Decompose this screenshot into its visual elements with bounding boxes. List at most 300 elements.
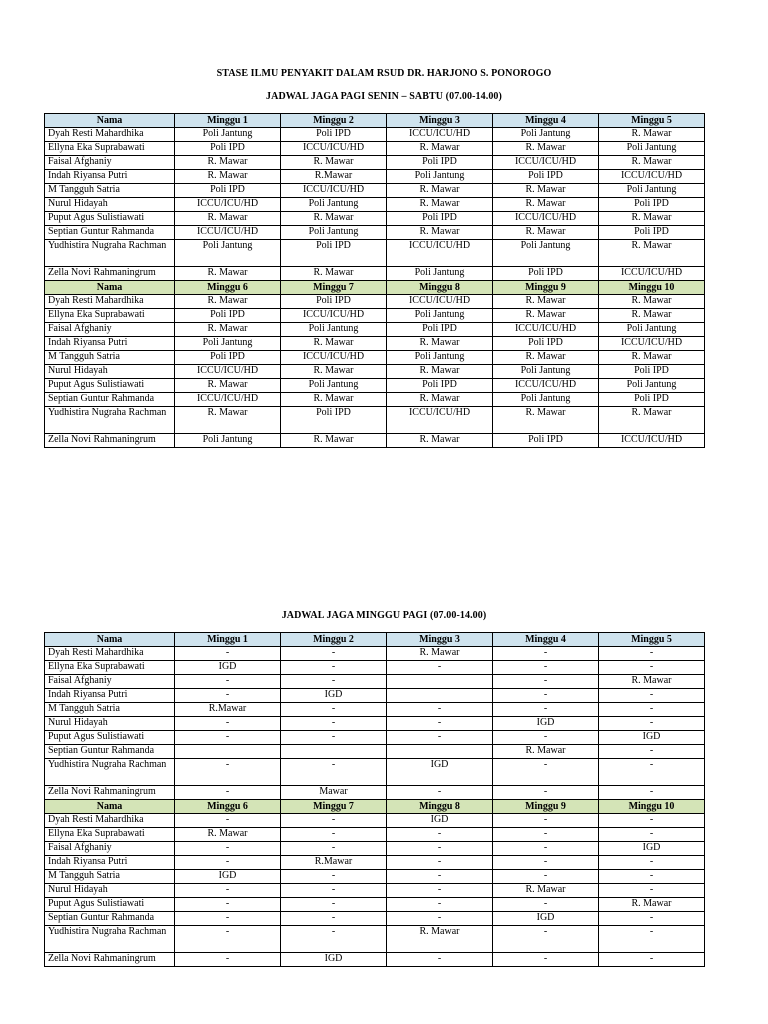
weekday-schedule-table xyxy=(44,113,705,448)
assignment-cell: - xyxy=(599,745,705,759)
assignment-cell: Poli IPD xyxy=(493,337,599,351)
student-name-cell: Indah Riyansa Putri xyxy=(45,856,175,870)
table-header-row xyxy=(45,800,705,814)
student-name-cell: M Tangguh Satria xyxy=(45,184,175,198)
assignment-cell: Poli Jantung xyxy=(599,379,705,393)
student-name-cell: Puput Agus Sulistiawati xyxy=(45,731,175,745)
assignment-cell: - xyxy=(281,717,387,731)
student-name-cell: Nurul Hidayah xyxy=(45,884,175,898)
assignment-cell: R. Mawar xyxy=(175,170,281,184)
sunday-schedule-title: JADWAL JAGA MINGGU PAGI (07.00-14.00) xyxy=(281,610,487,621)
assignment-cell: - xyxy=(281,870,387,884)
assignment-cell: R. Mawar xyxy=(493,884,599,898)
assignment-cell: R. Mawar xyxy=(599,156,705,170)
student-name-cell: Puput Agus Sulistiawati xyxy=(45,898,175,912)
assignment-cell: Poli IPD xyxy=(599,393,705,407)
student-name-cell: Indah Riyansa Putri xyxy=(45,689,175,703)
header-cell-minggu-8: Minggu 8 xyxy=(387,281,493,295)
header-cell-minggu-10: Minggu 10 xyxy=(599,800,705,814)
table-row xyxy=(45,703,705,717)
assignment-cell: Poli Jantung xyxy=(281,226,387,240)
header-cell-minggu-2: Minggu 2 xyxy=(281,633,387,647)
assignment-cell: - xyxy=(493,731,599,745)
assignment-cell: Poli IPD xyxy=(599,226,705,240)
assignment-cell: R. Mawar xyxy=(599,212,705,226)
assignment-cell: ICCU/ICU/HD xyxy=(599,337,705,351)
student-name-cell: Puput Agus Sulistiawati xyxy=(45,212,175,226)
assignment-cell: - xyxy=(493,856,599,870)
header-cell-nama: Nama xyxy=(45,281,175,295)
assignment-cell: R. Mawar xyxy=(281,156,387,170)
assignment-cell: ICCU/ICU/HD xyxy=(175,198,281,212)
assignment-cell: ICCU/ICU/HD xyxy=(387,407,493,434)
table-row xyxy=(45,337,705,351)
assignment-cell: R. Mawar xyxy=(387,142,493,156)
assignment-cell: R. Mawar xyxy=(175,212,281,226)
assignment-cell: Poli IPD xyxy=(387,212,493,226)
assignment-cell: ICCU/ICU/HD xyxy=(387,128,493,142)
table-row xyxy=(45,912,705,926)
student-name-cell: Dyah Resti Mahardhika xyxy=(45,647,175,661)
assignment-cell: R. Mawar xyxy=(599,351,705,365)
student-name-cell: Ellyna Eka Suprabawati xyxy=(45,309,175,323)
student-name-cell: Yudhistira Nugraha Rachman xyxy=(45,240,175,267)
student-name-cell: Yudhistira Nugraha Rachman xyxy=(45,407,175,434)
table-row xyxy=(45,717,705,731)
assignment-cell: - xyxy=(599,661,705,675)
assignment-cell: - xyxy=(493,926,599,953)
assignment-cell: Poli IPD xyxy=(599,365,705,379)
assignment-cell: IGD xyxy=(281,689,387,703)
assignment-cell: Poli Jantung xyxy=(175,240,281,267)
assignment-cell: Poli Jantung xyxy=(281,323,387,337)
assignment-cell xyxy=(387,675,493,689)
assignment-cell: - xyxy=(387,856,493,870)
table-row xyxy=(45,198,705,212)
assignment-cell: R. Mawar xyxy=(387,226,493,240)
assignment-cell: - xyxy=(281,759,387,786)
assignment-cell: - xyxy=(599,856,705,870)
assignment-cell: - xyxy=(175,842,281,856)
assignment-cell: - xyxy=(599,884,705,898)
table-row xyxy=(45,786,705,800)
assignment-cell: R. Mawar xyxy=(493,295,599,309)
table-row xyxy=(45,828,705,842)
assignment-cell: - xyxy=(493,842,599,856)
table-row xyxy=(45,142,705,156)
student-name-cell: Zella Novi Rahmaningrum xyxy=(45,953,175,967)
header-cell-minggu-1: Minggu 1 xyxy=(175,114,281,128)
assignment-cell: Poli Jantung xyxy=(387,170,493,184)
assignment-cell: - xyxy=(281,647,387,661)
student-name-cell: Faisal Afghaniy xyxy=(45,156,175,170)
assignment-cell: R.Mawar xyxy=(281,170,387,184)
student-name-cell: Dyah Resti Mahardhika xyxy=(45,128,175,142)
table-row xyxy=(45,856,705,870)
assignment-cell: ICCU/ICU/HD xyxy=(599,267,705,281)
assignment-cell: - xyxy=(387,828,493,842)
header-cell-minggu-6: Minggu 6 xyxy=(175,281,281,295)
assignment-cell: - xyxy=(387,717,493,731)
header-cell-minggu-10: Minggu 10 xyxy=(599,281,705,295)
assignment-cell: - xyxy=(175,912,281,926)
assignment-cell: R. Mawar xyxy=(175,407,281,434)
assignment-cell: R. Mawar xyxy=(493,184,599,198)
assignment-cell: - xyxy=(175,675,281,689)
assignment-cell: - xyxy=(599,786,705,800)
assignment-cell: - xyxy=(281,884,387,898)
student-name-cell: Faisal Afghaniy xyxy=(45,323,175,337)
table-row xyxy=(45,407,705,434)
assignment-cell xyxy=(387,689,493,703)
assignment-cell: Poli Jantung xyxy=(387,351,493,365)
assignment-cell: Poli Jantung xyxy=(493,365,599,379)
header-cell-minggu-7: Minggu 7 xyxy=(281,800,387,814)
assignment-cell: ICCU/ICU/HD xyxy=(281,184,387,198)
assignment-cell: ICCU/ICU/HD xyxy=(493,212,599,226)
assignment-cell: Poli IPD xyxy=(175,184,281,198)
assignment-cell: Poli Jantung xyxy=(493,393,599,407)
assignment-cell: - xyxy=(281,703,387,717)
table-row xyxy=(45,309,705,323)
header-cell-minggu-3: Minggu 3 xyxy=(387,633,493,647)
assignment-cell: - xyxy=(599,870,705,884)
assignment-cell: - xyxy=(387,731,493,745)
table-row xyxy=(45,689,705,703)
header-cell-minggu-5: Minggu 5 xyxy=(599,114,705,128)
student-name-cell: Zella Novi Rahmaningrum xyxy=(45,786,175,800)
assignment-cell: ICCU/ICU/HD xyxy=(281,351,387,365)
header-cell-nama: Nama xyxy=(45,800,175,814)
assignment-cell: - xyxy=(599,953,705,967)
assignment-cell: - xyxy=(599,759,705,786)
assignment-cell: ICCU/ICU/HD xyxy=(599,170,705,184)
assignment-cell: R. Mawar xyxy=(599,898,705,912)
table-row xyxy=(45,170,705,184)
assignment-cell: Poli IPD xyxy=(281,240,387,267)
assignment-cell: Poli IPD xyxy=(281,407,387,434)
assignment-cell: - xyxy=(599,647,705,661)
header-cell-minggu-7: Minggu 7 xyxy=(281,281,387,295)
assignment-cell: - xyxy=(493,689,599,703)
assignment-cell: R. Mawar xyxy=(599,240,705,267)
header-cell-minggu-8: Minggu 8 xyxy=(387,800,493,814)
assignment-cell: R. Mawar xyxy=(493,351,599,365)
assignment-cell: - xyxy=(175,786,281,800)
assignment-cell: R. Mawar xyxy=(599,309,705,323)
student-name-cell: Septian Guntur Rahmanda xyxy=(45,226,175,240)
assignment-cell: - xyxy=(175,856,281,870)
student-name-cell: Nurul Hidayah xyxy=(45,365,175,379)
assignment-cell: Poli Jantung xyxy=(493,128,599,142)
student-name-cell: Ellyna Eka Suprabawati xyxy=(45,142,175,156)
student-name-cell: Dyah Resti Mahardhika xyxy=(45,814,175,828)
assignment-cell: R. Mawar xyxy=(387,184,493,198)
assignment-cell: ICCU/ICU/HD xyxy=(493,323,599,337)
header-cell-nama: Nama xyxy=(45,633,175,647)
assignment-cell: - xyxy=(599,828,705,842)
assignment-cell: R. Mawar xyxy=(387,926,493,953)
header-cell-minggu-9: Minggu 9 xyxy=(493,800,599,814)
assignment-cell: R. Mawar xyxy=(387,365,493,379)
table-header-row xyxy=(45,114,705,128)
header-cell-minggu-3: Minggu 3 xyxy=(387,114,493,128)
table-row xyxy=(45,240,705,267)
assignment-cell: R. Mawar xyxy=(599,295,705,309)
assignment-cell: IGD xyxy=(175,661,281,675)
assignment-cell: R. Mawar xyxy=(281,365,387,379)
assignment-cell: ICCU/ICU/HD xyxy=(175,226,281,240)
table-row xyxy=(45,814,705,828)
assignment-cell: ICCU/ICU/HD xyxy=(493,379,599,393)
student-name-cell: Puput Agus Sulistiawati xyxy=(45,379,175,393)
assignment-cell: - xyxy=(387,884,493,898)
table-row xyxy=(45,745,705,759)
assignment-cell: - xyxy=(493,898,599,912)
assignment-cell: - xyxy=(599,814,705,828)
student-name-cell: Nurul Hidayah xyxy=(45,717,175,731)
assignment-cell: R. Mawar xyxy=(281,267,387,281)
assignment-cell: R. Mawar xyxy=(387,434,493,448)
assignment-cell: R. Mawar xyxy=(175,379,281,393)
assignment-cell: - xyxy=(281,828,387,842)
assignment-cell: IGD xyxy=(387,814,493,828)
assignment-cell: - xyxy=(387,912,493,926)
assignment-cell: - xyxy=(281,912,387,926)
assignment-cell: ICCU/ICU/HD xyxy=(387,240,493,267)
table-row xyxy=(45,675,705,689)
assignment-cell: R.Mawar xyxy=(175,703,281,717)
assignment-cell: - xyxy=(493,814,599,828)
assignment-cell: - xyxy=(175,884,281,898)
assignment-cell: - xyxy=(175,926,281,953)
assignment-cell: R. Mawar xyxy=(493,407,599,434)
table-header-row xyxy=(45,633,705,647)
assignment-cell: - xyxy=(387,842,493,856)
student-name-cell: Nurul Hidayah xyxy=(45,198,175,212)
assignment-cell: IGD xyxy=(387,759,493,786)
assignment-cell: - xyxy=(175,689,281,703)
assignment-cell: IGD xyxy=(599,842,705,856)
student-name-cell: Faisal Afghaniy xyxy=(45,842,175,856)
assignment-cell: Poli Jantung xyxy=(387,267,493,281)
assignment-cell: Poli Jantung xyxy=(599,142,705,156)
assignment-cell: - xyxy=(387,898,493,912)
header-cell-minggu-1: Minggu 1 xyxy=(175,633,281,647)
table-row xyxy=(45,267,705,281)
assignment-cell: R. Mawar xyxy=(175,323,281,337)
assignment-cell: - xyxy=(599,689,705,703)
header-cell-minggu-6: Minggu 6 xyxy=(175,800,281,814)
assignment-cell: Poli IPD xyxy=(175,351,281,365)
assignment-cell: - xyxy=(281,731,387,745)
student-name-cell: Indah Riyansa Putri xyxy=(45,170,175,184)
table-row xyxy=(45,184,705,198)
student-name-cell: Zella Novi Rahmaningrum xyxy=(45,434,175,448)
assignment-cell: R. Mawar xyxy=(599,407,705,434)
assignment-cell: - xyxy=(493,661,599,675)
header-cell-minggu-2: Minggu 2 xyxy=(281,114,387,128)
assignment-cell: - xyxy=(175,898,281,912)
assignment-cell: - xyxy=(175,647,281,661)
assignment-cell: Poli Jantung xyxy=(175,337,281,351)
assignment-cell: - xyxy=(599,717,705,731)
assignment-cell: - xyxy=(175,814,281,828)
student-name-cell: Ellyna Eka Suprabawati xyxy=(45,661,175,675)
assignment-cell: Poli IPD xyxy=(387,379,493,393)
assignment-cell: Poli Jantung xyxy=(175,434,281,448)
assignment-cell: - xyxy=(281,675,387,689)
assignment-cell: Poli IPD xyxy=(387,156,493,170)
student-name-cell: Septian Guntur Rahmanda xyxy=(45,912,175,926)
assignment-cell: IGD xyxy=(493,912,599,926)
assignment-cell: - xyxy=(175,953,281,967)
assignment-cell: R.Mawar xyxy=(281,856,387,870)
assignment-cell: R. Mawar xyxy=(175,828,281,842)
header-cell-minggu-9: Minggu 9 xyxy=(493,281,599,295)
header-cell-minggu-5: Minggu 5 xyxy=(599,633,705,647)
assignment-cell xyxy=(281,745,387,759)
assignment-cell: Poli Jantung xyxy=(493,240,599,267)
assignment-cell: ICCU/ICU/HD xyxy=(387,295,493,309)
assignment-cell xyxy=(387,745,493,759)
student-name-cell: Zella Novi Rahmaningrum xyxy=(45,267,175,281)
assignment-cell: Poli IPD xyxy=(493,267,599,281)
assignment-cell: - xyxy=(387,870,493,884)
assignment-cell: IGD xyxy=(281,953,387,967)
table-row xyxy=(45,365,705,379)
table-row xyxy=(45,759,705,786)
assignment-cell: Poli Jantung xyxy=(599,323,705,337)
assignment-cell: ICCU/ICU/HD xyxy=(281,309,387,323)
assignment-cell: Poli IPD xyxy=(387,323,493,337)
assignment-cell: ICCU/ICU/HD xyxy=(175,393,281,407)
assignment-cell: - xyxy=(493,647,599,661)
assignment-cell: ICCU/ICU/HD xyxy=(175,365,281,379)
table-row xyxy=(45,323,705,337)
assignment-cell: Poli IPD xyxy=(281,295,387,309)
assignment-cell: R. Mawar xyxy=(493,142,599,156)
assignment-cell: Poli IPD xyxy=(281,128,387,142)
table-row xyxy=(45,898,705,912)
assignment-cell: R. Mawar xyxy=(493,226,599,240)
sunday-schedule-table xyxy=(44,632,705,967)
student-name-cell: M Tangguh Satria xyxy=(45,870,175,884)
student-name-cell: Yudhistira Nugraha Rachman xyxy=(45,759,175,786)
assignment-cell: - xyxy=(281,898,387,912)
assignment-cell: Poli IPD xyxy=(599,198,705,212)
table-header-row xyxy=(45,281,705,295)
table-row xyxy=(45,842,705,856)
table-row xyxy=(45,870,705,884)
assignment-cell: R. Mawar xyxy=(387,647,493,661)
assignment-cell: - xyxy=(281,661,387,675)
student-name-cell: M Tangguh Satria xyxy=(45,703,175,717)
assignment-cell: R. Mawar xyxy=(493,198,599,212)
header-cell-nama: Nama xyxy=(45,114,175,128)
assignment-cell: - xyxy=(387,703,493,717)
assignment-cell: R. Mawar xyxy=(281,434,387,448)
table-row xyxy=(45,156,705,170)
assignment-cell: ICCU/ICU/HD xyxy=(599,434,705,448)
assignment-cell: R. Mawar xyxy=(493,745,599,759)
assignment-cell: Poli IPD xyxy=(493,170,599,184)
assignment-cell: Poli Jantung xyxy=(281,379,387,393)
table-row xyxy=(45,731,705,745)
table-row xyxy=(45,647,705,661)
assignment-cell: Poli IPD xyxy=(175,309,281,323)
assignment-cell: Mawar xyxy=(281,786,387,800)
assignment-cell: - xyxy=(281,814,387,828)
assignment-cell: - xyxy=(175,731,281,745)
weekday-schedule-title: JADWAL JAGA PAGI SENIN – SABTU (07.00-14.00) xyxy=(266,91,502,102)
header-cell-minggu-4: Minggu 4 xyxy=(493,114,599,128)
assignment-cell: - xyxy=(493,675,599,689)
assignment-cell: - xyxy=(387,661,493,675)
assignment-cell: Poli Jantung xyxy=(387,309,493,323)
student-name-cell: Septian Guntur Rahmanda xyxy=(45,393,175,407)
assignment-cell: ICCU/ICU/HD xyxy=(281,142,387,156)
assignment-cell: - xyxy=(281,842,387,856)
table-row xyxy=(45,128,705,142)
assignment-cell: R. Mawar xyxy=(281,337,387,351)
table-row xyxy=(45,212,705,226)
document-title: STASE ILMU PENYAKIT DALAM RSUD DR. HARJONO S. PONOROGO xyxy=(216,68,552,79)
assignment-cell: IGD xyxy=(175,870,281,884)
assignment-cell: - xyxy=(493,786,599,800)
assignment-cell: R. Mawar xyxy=(175,295,281,309)
assignment-cell: Poli IPD xyxy=(175,142,281,156)
table-row xyxy=(45,393,705,407)
assignment-cell: - xyxy=(281,926,387,953)
assignment-cell: - xyxy=(175,759,281,786)
assignment-cell: - xyxy=(493,759,599,786)
table-row xyxy=(45,226,705,240)
assignment-cell: - xyxy=(599,703,705,717)
student-name-cell: Yudhistira Nugraha Rachman xyxy=(45,926,175,953)
table-row xyxy=(45,295,705,309)
assignment-cell: - xyxy=(493,870,599,884)
assignment-cell: R. Mawar xyxy=(599,128,705,142)
student-name-cell: M Tangguh Satria xyxy=(45,351,175,365)
table-row xyxy=(45,379,705,393)
assignment-cell: R. Mawar xyxy=(387,393,493,407)
assignment-cell: R. Mawar xyxy=(175,156,281,170)
assignment-cell: IGD xyxy=(599,731,705,745)
assignment-cell: - xyxy=(493,703,599,717)
assignment-cell: Poli Jantung xyxy=(599,184,705,198)
assignment-cell: R. Mawar xyxy=(493,309,599,323)
assignment-cell: - xyxy=(493,828,599,842)
assignment-cell xyxy=(175,745,281,759)
assignment-cell: Poli Jantung xyxy=(281,198,387,212)
table-row xyxy=(45,351,705,365)
student-name-cell: Ellyna Eka Suprabawati xyxy=(45,828,175,842)
table-row xyxy=(45,661,705,675)
header-cell-minggu-4: Minggu 4 xyxy=(493,633,599,647)
table-row xyxy=(45,884,705,898)
assignment-cell: R. Mawar xyxy=(281,212,387,226)
assignment-cell: - xyxy=(599,926,705,953)
student-name-cell: Dyah Resti Mahardhika xyxy=(45,295,175,309)
assignment-cell: Poli Jantung xyxy=(175,128,281,142)
assignment-cell: R. Mawar xyxy=(599,675,705,689)
student-name-cell: Indah Riyansa Putri xyxy=(45,337,175,351)
table-row xyxy=(45,926,705,953)
assignment-cell: R. Mawar xyxy=(175,267,281,281)
table-row xyxy=(45,953,705,967)
table-row xyxy=(45,434,705,448)
